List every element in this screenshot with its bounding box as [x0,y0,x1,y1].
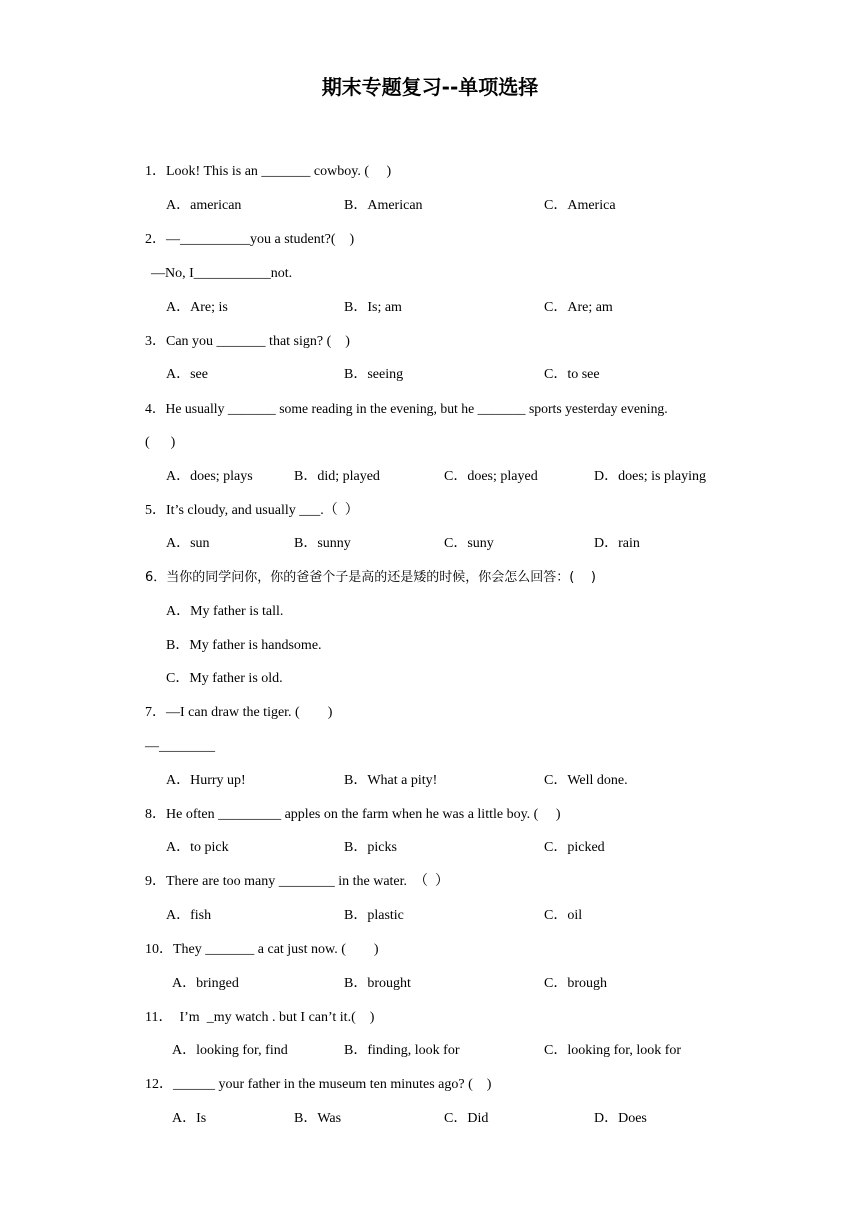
question-4-option-a[interactable]: A．does; plays [166,469,253,484]
question-7-stem: 7．—I can draw the tiger. ( ) [145,705,333,720]
question-4-stem-continued: ( ) [145,435,176,450]
question-10-stem: 10．They _______ a cat just now. ( ) [145,942,379,957]
question-3-stem: 3．Can you _______ that sign? ( ) [145,334,350,349]
question-9-option-a[interactable]: A．fish [166,908,212,923]
question-8-stem: 8．He often _________ apples on the farm when he was a little boy. ( ) [145,807,561,822]
question-12-stem: 12．______ your father in the museum ten minutes ago? ( ) [145,1077,492,1092]
question-11-option-a[interactable]: A．looking for, find [172,1043,288,1058]
question-6-stem: 6．当你的同学问你，你的爸爸个子是高的还是矮的时候，你会怎么回答：( ) [145,570,596,585]
question-10-option-b[interactable]: B．brought [344,976,411,991]
question-2-option-c[interactable]: C．Are; am [544,300,613,315]
question-12-option-c[interactable]: C．Did [444,1111,489,1126]
question-3-option-b[interactable]: B．seeing [344,367,404,382]
question-9-option-b[interactable]: B．plastic [344,908,404,923]
question-9-option-c[interactable]: C．oil [544,908,583,923]
question-5-stem: 5．It’s cloudy, and usually ___.（ ） [145,503,359,518]
question-12-option-a[interactable]: A．Is [172,1111,207,1126]
question-8-option-c[interactable]: C．picked [544,840,605,855]
question-4-option-d[interactable]: D．does; is playing [594,469,706,484]
question-12-option-d[interactable]: D．Does [594,1111,647,1126]
question-2-stem-continued: —No, I___________not. [151,266,293,281]
question-7-option-a[interactable]: A．Hurry up! [166,773,246,788]
question-1-option-c[interactable]: C．America [544,198,616,213]
question-3-option-a[interactable]: A．see [166,367,208,382]
question-6-option-a[interactable]: A．My father is tall. [166,604,284,619]
question-2-stem: 2．—__________you a student?( ) [145,232,355,247]
question-11-option-b[interactable]: B．finding, look for [344,1043,460,1058]
question-4-stem: 4．He usually _______ some reading in the evening, but he _______ sports yesterday evening. [145,401,668,416]
question-11-option-c[interactable]: C．looking for, look for [544,1043,682,1058]
question-5-option-b[interactable]: B．sunny [294,536,351,551]
question-7-option-b[interactable]: B．What a pity! [344,773,438,788]
question-4-option-c[interactable]: C．does; played [444,469,538,484]
question-5-option-d[interactable]: D．rain [594,536,640,551]
question-1-stem: 1．Look! This is an _______ cowboy. ( ) [145,164,392,179]
question-1-option-a[interactable]: A．american [166,198,242,213]
question-2-option-a[interactable]: A．Are; is [166,300,228,315]
question-7-option-c[interactable]: C．Well done. [544,773,628,788]
page-title: 期末专题复习--单项选择 [321,75,539,99]
question-12-option-b[interactable]: B．Was [294,1111,342,1126]
question-11-stem: 11． I’m _my watch . but I can’t it.( ) [145,1010,375,1025]
question-1-option-b[interactable]: B．American [344,198,423,213]
question-9-stem: 9．There are too many ________ in the water. （ ） [145,874,450,889]
question-5-option-c[interactable]: C．suny [444,536,494,551]
question-6-option-b[interactable]: B．My father is handsome. [166,638,322,653]
question-5-option-a[interactable]: A．sun [166,536,210,551]
question-3-option-c[interactable]: C．to see [544,367,600,382]
question-6-option-c[interactable]: C．My father is old. [166,671,283,686]
question-8-option-a[interactable]: A．to pick [166,840,229,855]
question-2-option-b[interactable]: B．Is; am [344,300,402,315]
question-7-stem-continued: —________ [145,739,215,754]
question-4-option-b[interactable]: B．did; played [294,469,380,484]
question-8-option-b[interactable]: B．picks [344,840,397,855]
question-10-option-a[interactable]: A．bringed [172,976,239,991]
question-10-option-c[interactable]: C．brough [544,976,607,991]
